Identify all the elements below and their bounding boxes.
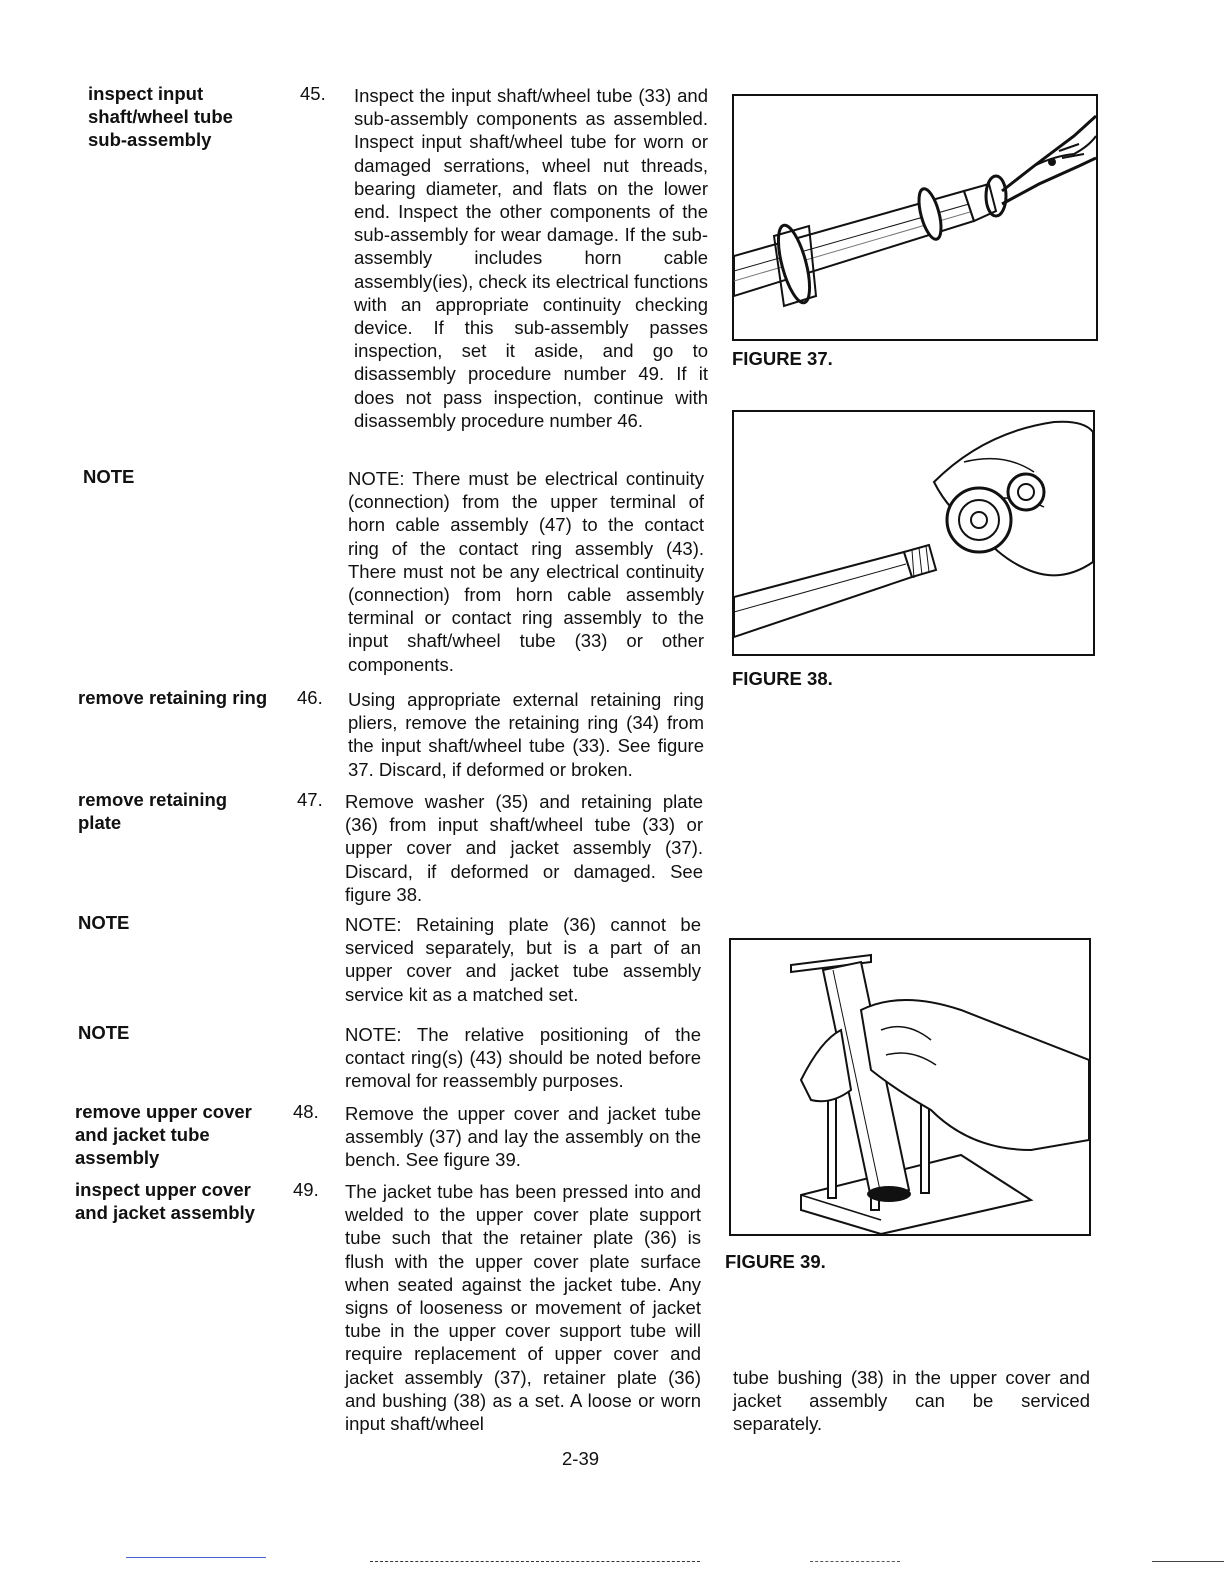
page-number: 2-39: [562, 1448, 600, 1469]
step-46-text: Using appropriate external retaining ring pliers, remove the retaining ring (34) from the input shaft/wheel tube (33). See figure 37. Discard, if deformed or broken.: [348, 689, 704, 780]
step-47-heading: remove retaining plate: [78, 789, 228, 833]
step-45-text: Inspect the input shaft/wheel tube (33) and sub-assembly components as assembled. Inspect input shaft/wheel tube for worn or damaged serrations, wheel nut threads, bearing diameter, and flats on the lower end. Inspect the other components of the sub-assembly for wear damage. If the sub-assembly includes horn cable assembly(ies), check its electrical functions with an appropriate continuity checking device. If this sub-assembly passes inspection, set it aside, and go to disassembly procedure number 49. If it does not pass inspection, continue with disassembly procedure number 46.: [354, 85, 708, 431]
step-47-text: Remove washer (35) and retaining plate (36) from input shaft/wheel tube (33) or upper cover and jacket assembly (37). Discard, if deformed or damaged. See figure 38.: [345, 791, 703, 905]
step-48-number: 48.: [293, 1101, 319, 1122]
step-46-heading: remove retaining ring: [78, 687, 268, 708]
footer-rule-middle: [370, 1561, 700, 1562]
note-1-text: NOTE: There must be electrical continuity (connection) from the upper terminal of horn cable assembly (47) to the contact ring of the contact ring assembly (43). There must not be any electrical continuity (connection) from horn cable assembly terminal or contact ring assembly to the input shaft/wheel tube (33) or other components.: [348, 468, 704, 675]
figure-37-caption: FIGURE 37.: [732, 348, 833, 369]
figure-38-image: [732, 410, 1095, 656]
continuation-text: tube bushing (38) in the upper cover and jacket assembly can be serviced separately.: [733, 1367, 1090, 1435]
step-45-heading: inspect input shaft/wheel tube sub-assembly: [88, 83, 233, 150]
footer-rule-left: [126, 1557, 266, 1558]
retaining-ring-pliers-illustration: [734, 96, 1096, 339]
figure-38-caption: FIGURE 38.: [732, 668, 833, 689]
upper-cover-jacket-tube-illustration: [731, 940, 1089, 1234]
step-49-text: The jacket tube has been pressed into and welded to the upper cover plate support tube such that the retainer plate (36) is flush with the upper cover plate surface when seated against the jacket tube. Any signs of looseness or movement of jacket tube in the upper cover support tube will require replacement of upper cover and jacket assembly (37), retainer plate (36) and bushing (38) as a set. A loose or worn input shaft/wheel: [345, 1181, 701, 1435]
note-2-heading: NOTE: [78, 912, 130, 933]
step-49-heading: inspect upper cover and jacket assembly: [75, 1179, 255, 1223]
figure-39-image: [729, 938, 1091, 1236]
step-48-heading: remove upper cover and jacket tube assembly: [75, 1101, 252, 1168]
note-3-text: NOTE: The relative positioning of the contact ring(s) (43) should be noted before removal for reassembly purposes.: [345, 1024, 701, 1092]
note-1-heading: NOTE: [83, 466, 135, 487]
figure-39-caption: FIGURE 39.: [725, 1251, 826, 1272]
step-49-number: 49.: [293, 1179, 319, 1200]
footer-rule-right: [810, 1561, 900, 1562]
washer-removal-illustration: [734, 412, 1093, 654]
note-3-heading: NOTE: [78, 1022, 130, 1043]
step-45-number: 45.: [300, 83, 326, 104]
step-46-number: 46.: [297, 687, 323, 708]
figure-37-image: [732, 94, 1098, 341]
note-2-text: NOTE: Retaining plate (36) cannot be serviced separately, but is a part of an upper cover and jacket tube assembly service kit as a matched set.: [345, 914, 701, 1005]
step-48-text: Remove the upper cover and jacket tube assembly (37) and lay the assembly on the bench. See figure 39.: [345, 1103, 701, 1171]
footer-rule-edge: [1152, 1561, 1224, 1562]
step-47-number: 47.: [297, 789, 323, 810]
